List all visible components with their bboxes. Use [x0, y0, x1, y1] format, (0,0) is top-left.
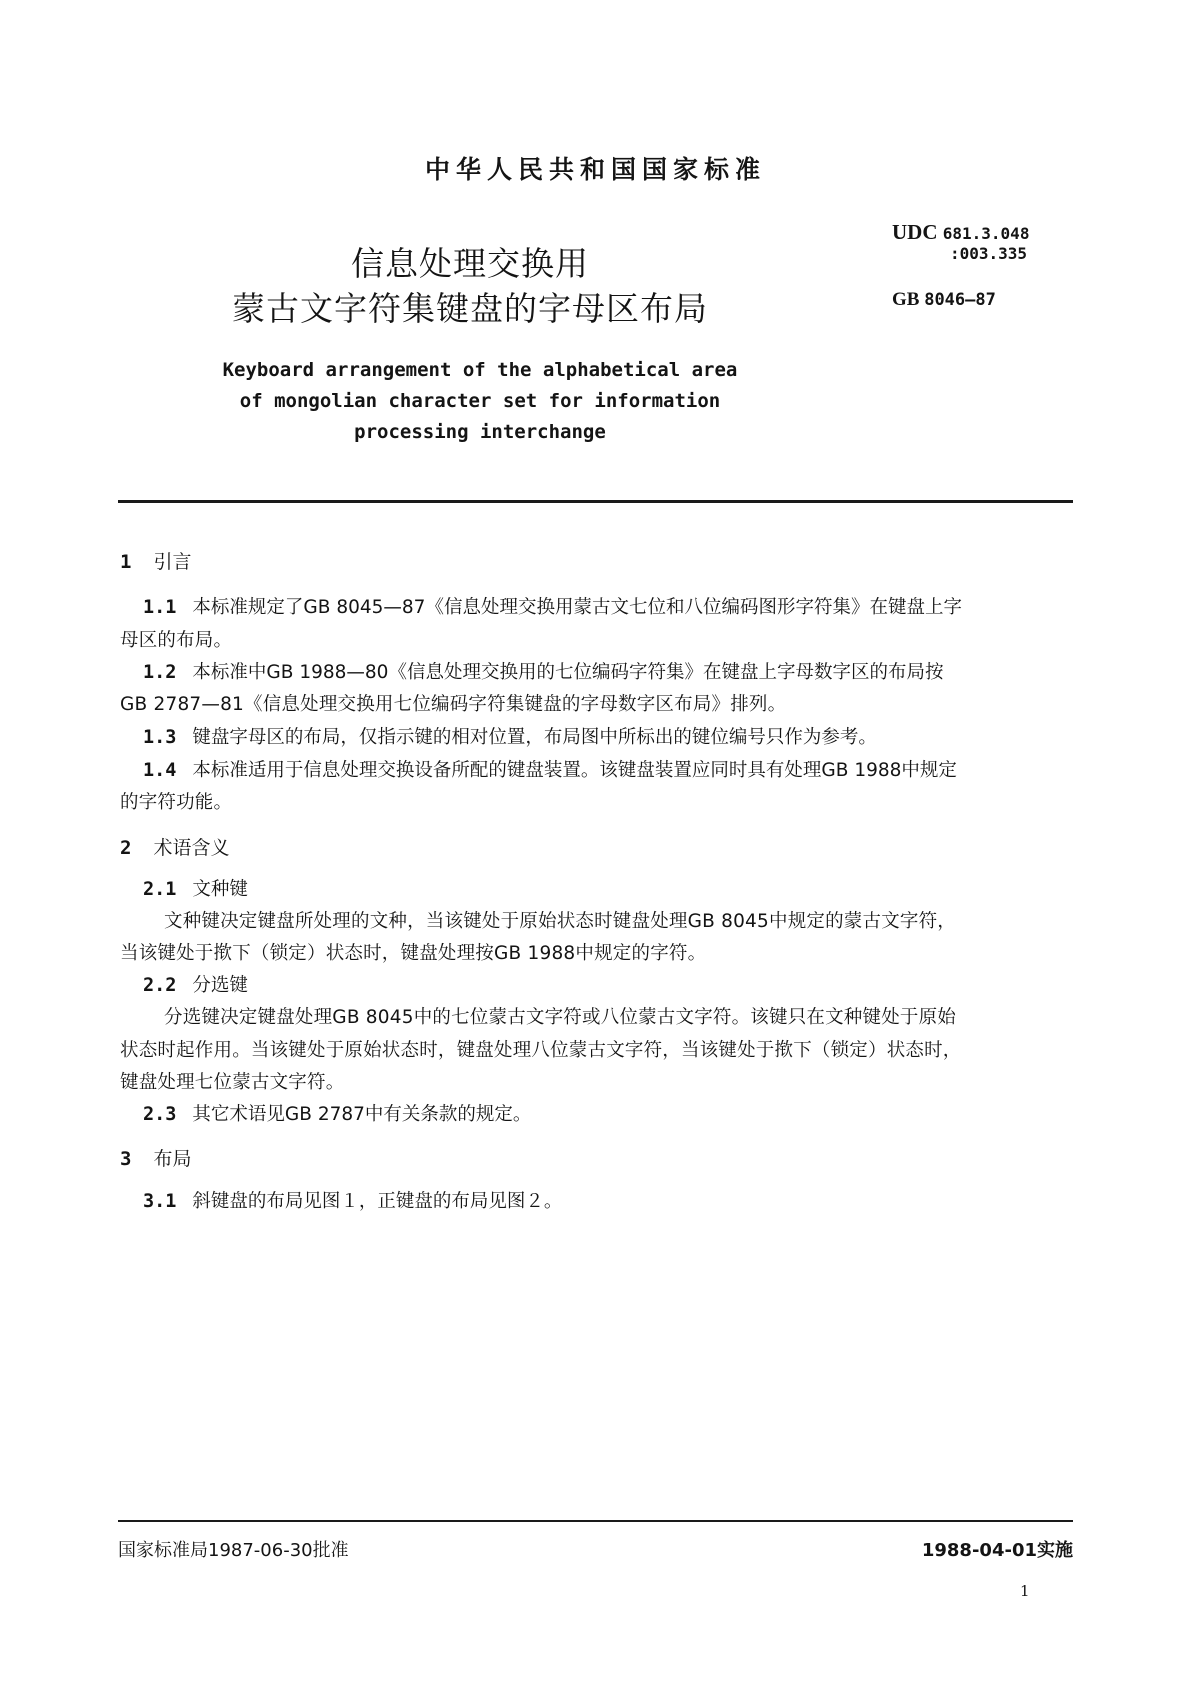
footer-divider	[118, 1520, 1073, 1522]
gb-label: GB	[892, 289, 920, 310]
udc-classification	[892, 220, 1029, 245]
english-title-line2: of mongolian character set for information	[239, 390, 721, 412]
gb-standard-number	[892, 289, 996, 311]
clause-2-1-line1: 文种键决定键盘所处理的文种，当该键处于原始状态时键盘处理GB 8045中规定的蒙古文字符，	[164, 911, 956, 932]
document-title-line1: 信息处理交换用	[351, 244, 589, 283]
gb-code: 8046—87	[924, 290, 996, 310]
effective-date: 1988-04-01实施	[921, 1540, 1073, 1561]
udc-code-continuation: :003.335	[950, 244, 1028, 263]
document-title-line2: 蒙古文字符集键盘的字母区布局	[232, 289, 708, 328]
clause-2-2-heading: 2.2 分选键	[143, 975, 248, 996]
clause-2-2-line1: 分选键决定键盘处理GB 8045中的七位蒙古文字符或八位蒙古文字符。该键只在文种键处于原始	[164, 1007, 956, 1028]
section-1-heading: 1 引言	[120, 551, 192, 573]
page-number: 1	[1020, 1582, 1030, 1600]
header-divider	[118, 500, 1073, 503]
clause-1-1-continuation: 母区的布局。	[120, 630, 233, 651]
clause-1-4-continuation: 的字符功能。	[120, 792, 233, 813]
section-2-heading: 2 术语含义	[120, 837, 230, 859]
english-title-line3: processing interchange	[354, 421, 606, 443]
clause-1-1: 1.1 本标准规定了GB 8045—87《信息处理交换用蒙古文七位和八位编码图形字符集》在键盘上字	[143, 597, 962, 618]
clause-2-1-heading: 2.1 文种键	[143, 879, 248, 900]
udc-code: 681.3.048	[942, 224, 1030, 243]
standard-type-heading: 中华人民共和国国家标准	[424, 155, 766, 184]
clause-2-2-line2: 状态时起作用。当该键处于原始状态时，键盘处理八位蒙古文字符，当该键处于揿下（锁定）状态时，	[120, 1040, 962, 1061]
udc-label: UDC	[892, 220, 938, 244]
section-3-heading: 3 布局	[120, 1148, 192, 1170]
clause-2-1-line2: 当该键处于揿下（锁定）状态时，键盘处理按GB 1988中规定的字符。	[120, 943, 707, 964]
clause-1-3: 1.3 键盘字母区的布局，仅指示键的相对位置，布局图中所标出的键位编号只作为参考。	[143, 727, 877, 748]
clause-2-2-line3: 键盘处理七位蒙古文字符。	[120, 1072, 345, 1093]
clause-3-1: 3.1 斜键盘的布局见图１，正键盘的布局见图２。	[143, 1191, 563, 1212]
english-title-line1: Keyboard arrangement of the alphabetical area	[222, 359, 738, 381]
clause-1-2-continuation: GB 2787—81《信息处理交换用七位编码字符集键盘的字母数字区布局》排列。	[120, 694, 787, 715]
approval-date: 国家标准局1987-06-30批准	[118, 1540, 349, 1561]
clause-1-2: 1.2 本标准中GB 1988—80《信息处理交换用的七位编码字符集》在键盘上字母数字区的布局按	[143, 662, 944, 683]
clause-2-3: 2.3 其它术语见GB 2787中有关条款的规定。	[143, 1104, 532, 1125]
clause-1-4: 1.4 本标准适用于信息处理交换设备所配的键盘装置。该键盘装置应同时具有处理GB 1988中规定	[143, 760, 957, 781]
